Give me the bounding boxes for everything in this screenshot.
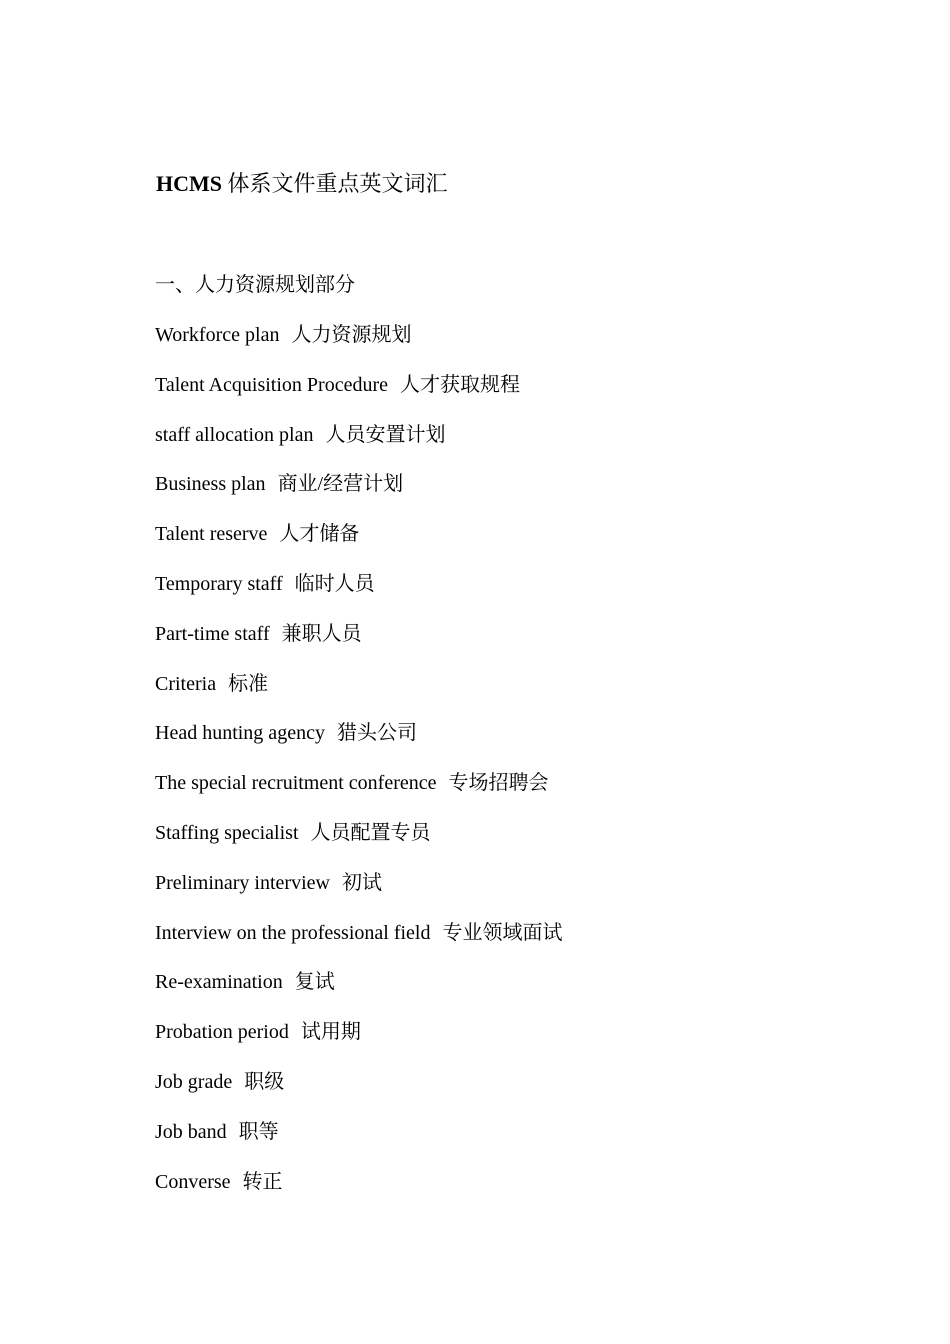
term-english: Temporary staff bbox=[155, 572, 283, 595]
term-english: Interview on the professional field bbox=[155, 921, 431, 944]
term-chinese: 转正 bbox=[242, 1170, 283, 1193]
document-title bbox=[156, 168, 448, 200]
term-row bbox=[155, 569, 562, 619]
term-english: Talent reserve bbox=[155, 523, 268, 546]
term-chinese: 专业领域面试 bbox=[442, 921, 563, 944]
term-list bbox=[155, 320, 562, 1216]
term-english: Criteria bbox=[155, 672, 217, 695]
term-row bbox=[155, 619, 562, 669]
term-english: Part-time staff bbox=[155, 622, 270, 645]
term-chinese: 临时人员 bbox=[294, 572, 375, 595]
term-chinese: 猎头公司 bbox=[336, 722, 417, 745]
term-row bbox=[155, 1017, 562, 1067]
term-chinese: 职等 bbox=[238, 1120, 279, 1143]
term-chinese: 专场招聘会 bbox=[448, 772, 549, 795]
section-heading: 一、人力资源规划部分 bbox=[155, 274, 355, 296]
term-english: Talent Acquisition Procedure bbox=[155, 373, 388, 396]
term-row bbox=[155, 768, 562, 818]
term-row bbox=[155, 469, 562, 519]
term-english: Preliminary interview bbox=[155, 871, 330, 894]
term-row bbox=[155, 1117, 562, 1167]
title-english: HCMS bbox=[156, 171, 222, 196]
term-row bbox=[155, 718, 562, 768]
term-row bbox=[155, 519, 562, 569]
term-chinese: 复试 bbox=[294, 971, 335, 994]
term-english: Workforce plan bbox=[155, 324, 280, 346]
term-english: Staffing specialist bbox=[155, 821, 299, 844]
term-row bbox=[155, 420, 562, 470]
term-chinese: 人力资源规划 bbox=[291, 324, 412, 346]
term-chinese: 人员配置专员 bbox=[310, 821, 431, 844]
term-english: Head hunting agency bbox=[155, 722, 325, 745]
term-row bbox=[155, 370, 562, 420]
term-chinese: 职级 bbox=[244, 1070, 285, 1093]
term-english: Probation period bbox=[155, 1021, 289, 1044]
term-row bbox=[155, 918, 562, 968]
term-row bbox=[155, 1167, 562, 1217]
term-chinese: 标准 bbox=[228, 672, 269, 695]
term-chinese: 人才储备 bbox=[279, 523, 360, 546]
term-row bbox=[155, 320, 562, 370]
term-chinese: 试用期 bbox=[300, 1021, 361, 1044]
term-english: Job band bbox=[155, 1120, 227, 1143]
term-english: staff allocation plan bbox=[155, 423, 314, 446]
term-chinese: 商业/经营计划 bbox=[277, 473, 404, 496]
term-english: Job grade bbox=[155, 1070, 233, 1093]
term-row bbox=[155, 868, 562, 918]
term-chinese: 人才获取规程 bbox=[400, 373, 520, 396]
term-chinese: 人员安置计划 bbox=[325, 423, 446, 446]
title-chinese: 体系文件重点英文词汇 bbox=[227, 171, 448, 196]
term-english: Converse bbox=[155, 1170, 231, 1193]
term-english: The special recruitment conference bbox=[155, 772, 437, 795]
term-row bbox=[155, 669, 562, 719]
term-row bbox=[155, 818, 562, 868]
term-english: Business plan bbox=[155, 473, 266, 496]
term-chinese: 兼职人员 bbox=[281, 622, 362, 645]
term-english: Re-examination bbox=[155, 971, 283, 994]
term-row bbox=[155, 967, 562, 1017]
term-chinese: 初试 bbox=[341, 871, 382, 894]
term-row bbox=[155, 1067, 562, 1117]
